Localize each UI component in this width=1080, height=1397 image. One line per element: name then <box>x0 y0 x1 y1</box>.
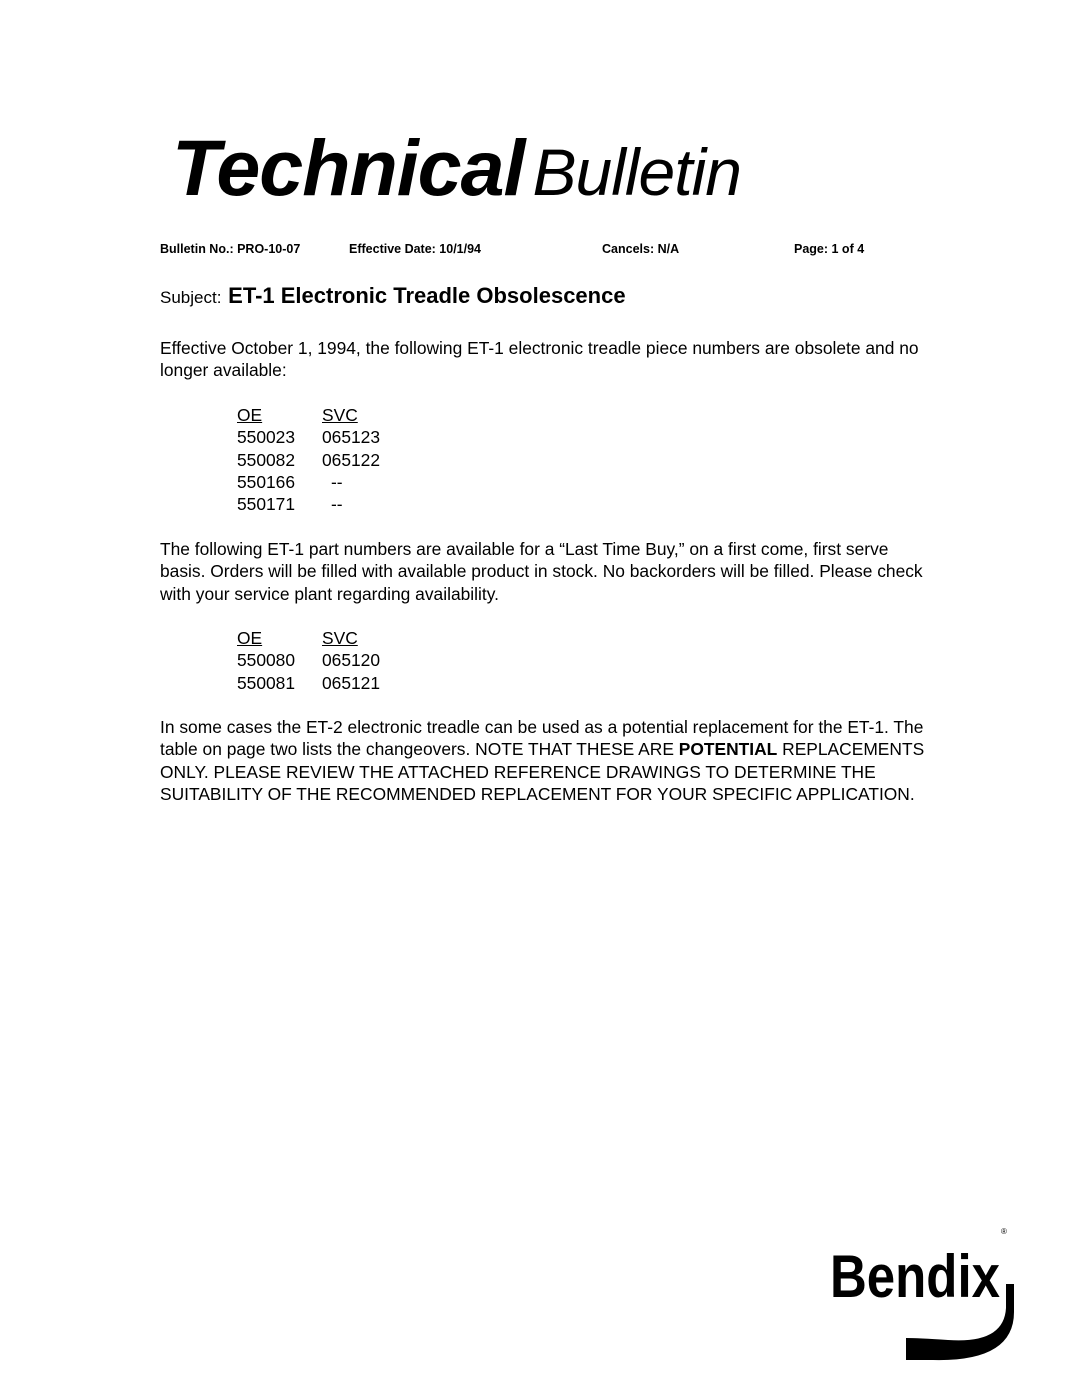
cancels: Cancels: N/A <box>602 242 680 256</box>
page-number: Page: 1 of 4 <box>794 242 865 256</box>
replacement-text-1: In some cases the ET-2 electronic treadle can be used as a potential replacement for the ET-1. The table on page two lists the changeovers. NOTE THAT THESE ARE <box>160 717 924 760</box>
table-header <box>237 627 380 649</box>
table-row <box>237 471 380 493</box>
svc-number: 065120 <box>322 650 381 671</box>
registered-mark: ® <box>1001 1227 1007 1236</box>
column-header-svc: SVC <box>322 405 358 425</box>
replacement-paragraph <box>160 716 930 805</box>
bulletin-number: Bulletin No.: PRO-10-07 <box>160 242 301 256</box>
bulletin-title <box>172 123 741 212</box>
obsolete-parts-table <box>237 404 380 515</box>
oe-number: 550166 <box>237 471 296 492</box>
oe-number: 550082 <box>237 449 296 470</box>
replacement-text-2: REPLACEMENTS ONLY. PLEASE REVIEW THE ATTACHED REFERENCE DRAWINGS TO DETERMINE THE SUITABILITY OF THE RECOMMENDED REPLACEMENT FOR YOUR SPECIFIC APPLICATION. <box>160 739 925 804</box>
subject-line <box>160 283 626 309</box>
svc-number: 065122 <box>322 449 381 470</box>
subject-label: Subject: <box>160 288 222 307</box>
replacement-emphasis: POTENTIAL <box>678 739 778 760</box>
title-bulletin: Bulletin <box>532 135 741 209</box>
bendix-logo <box>828 1222 1018 1362</box>
table-row <box>237 449 380 471</box>
oe-number: 550171 <box>237 494 296 515</box>
last-time-buy-paragraph: The following ET-1 part numbers are available for a “Last Time Buy,” on a first come, first serve basis. Orders will be filled with available product in stock. No backorders will be filled. Please check with your service plant regarding availability. <box>160 539 923 604</box>
table-row <box>237 649 380 671</box>
oe-number: 550080 <box>237 650 296 671</box>
table-row <box>237 672 380 694</box>
logo-wordmark: Bendix <box>830 1242 1000 1311</box>
title-technical: Technical <box>172 123 525 212</box>
subject-text: ET-1 Electronic Treadle Obsolescence <box>228 283 626 308</box>
column-header-oe: OE <box>237 405 263 425</box>
oe-number: 550081 <box>237 672 296 693</box>
effective-date: Effective Date: 10/1/94 <box>349 242 482 256</box>
oe-number: 550023 <box>237 427 296 448</box>
svc-number: 065123 <box>322 427 381 448</box>
svc-number: 065121 <box>322 672 381 693</box>
svc-number: -- <box>331 494 343 515</box>
last-time-buy-table <box>237 627 380 694</box>
column-header-svc: SVC <box>322 628 358 648</box>
table-header <box>237 404 380 426</box>
intro-paragraph: Effective October 1, 1994, the following ET-1 electronic treadle piece numbers are obsolete and no longer available: <box>160 338 919 381</box>
column-header-oe: OE <box>237 628 263 648</box>
svc-number: -- <box>331 471 343 492</box>
table-row <box>237 493 380 515</box>
table-row <box>237 426 380 448</box>
